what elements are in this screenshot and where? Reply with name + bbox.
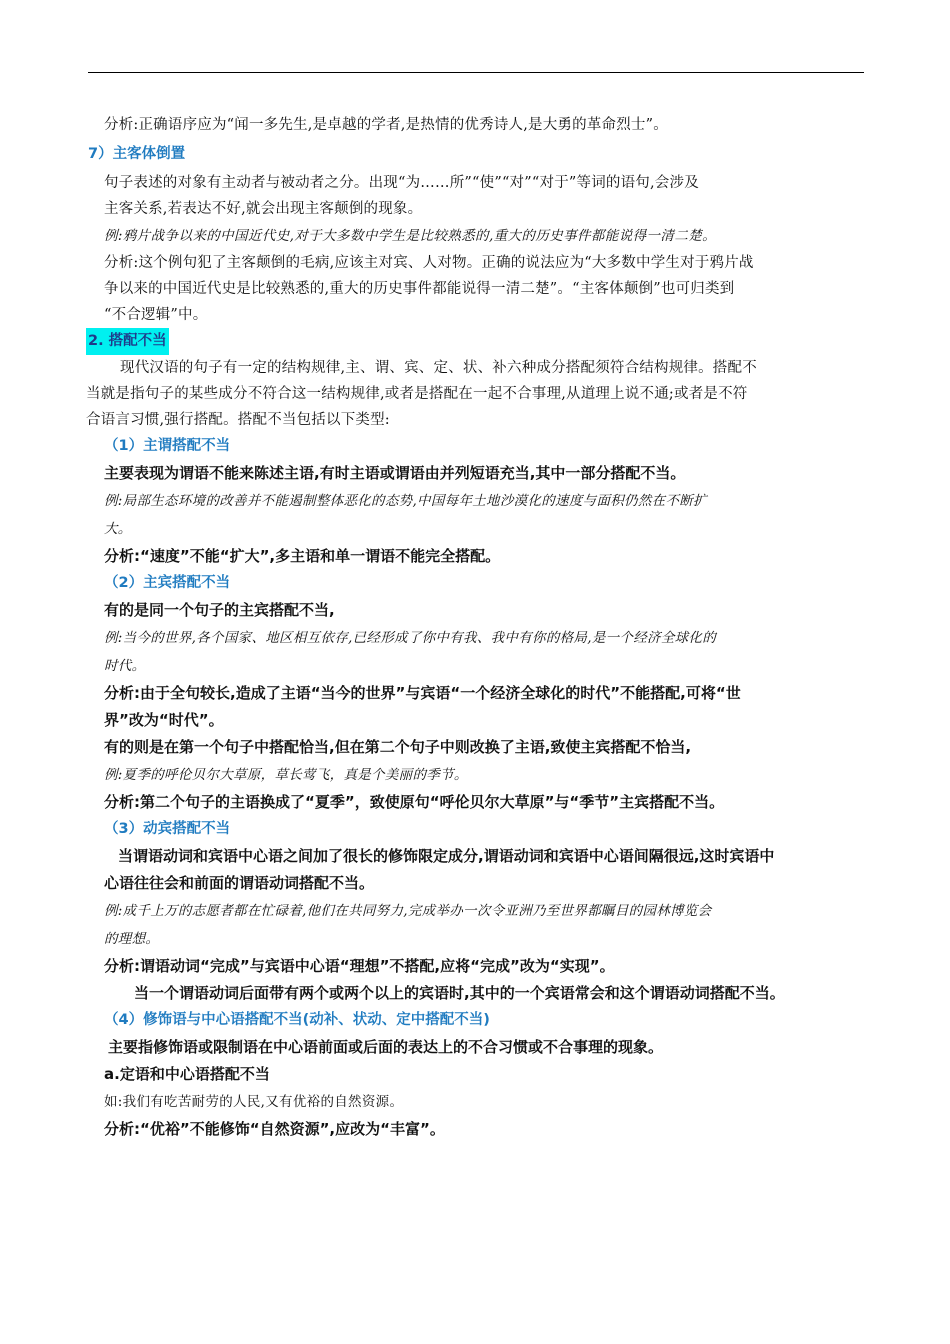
example-globalization-b: 时代。 bbox=[104, 658, 146, 674]
heading-mismatch bbox=[88, 328, 864, 355]
desc-subject-predicate: 主要表现为谓语不能来陈述主语,有时主语或谓语由并列短语充当,其中一部分搭配不当。 bbox=[104, 464, 686, 482]
desc-verb-object-a: 当谓语动词和宾语中心语之间加了很长的修饰限定成分,谓语动词和宾语中心语间隔很远,这时宾语中 bbox=[118, 847, 775, 865]
heading-verb-object: （3）动宾搭配不当 bbox=[104, 821, 231, 837]
analysis-word-order: 分析:正确语序应为“闻一多先生,是卓越的学者,是热情的优秀诗人,是大勇的革命烈士”。 bbox=[104, 117, 668, 133]
analysis-desertification: 分析:“速度”不能“扩大”,多主语和单一谓语不能完全搭配。 bbox=[104, 547, 501, 565]
heading-mismatch-label: 2. 搭配不当 bbox=[86, 328, 169, 355]
desc-subject-object-2: 有的则是在第一个句子中搭配恰当,但在第二个句子中则改换了主语,致使主宾搭配不恰当, bbox=[104, 738, 692, 756]
header-rule bbox=[88, 72, 864, 73]
section-subject-object bbox=[104, 570, 864, 816]
analysis-globalization-a: 分析:由于全句较长,造成了主语“当今的世界”与宾语“一个经济全球化的时代”不能搭配,可将“世 bbox=[104, 684, 741, 702]
example-desertification-b: 大。 bbox=[104, 521, 132, 537]
desc-subject-object: 有的是同一个句子的主宾搭配不当, bbox=[104, 601, 335, 619]
analysis-volunteers: 分析:谓语动词“完成”与宾语中心语“理想”不搭配,应将“完成”改为“实现”。 bbox=[104, 957, 615, 975]
heading-modifier: （4）修饰语与中心语搭配不当(动补、状动、定中搭配不当) bbox=[104, 1012, 490, 1028]
analysis-resources: 分析:“优裕”不能修饰“自然资源”,应改为“丰富”。 bbox=[104, 1120, 445, 1138]
section-modifier bbox=[104, 1007, 864, 1143]
document-body bbox=[86, 112, 864, 1143]
section-verb-object bbox=[104, 816, 864, 1007]
section-subject-predicate bbox=[104, 433, 864, 570]
desc-verb-object-b: 心语往往会和前面的谓语动词搭配不当。 bbox=[104, 874, 375, 892]
desc-modifier: 主要指修饰语或限制语在中心语前面或后面的表达上的不合习惯或不合事理的现象。 bbox=[108, 1038, 664, 1056]
heading-subject-object-inversion: 7）主客体倒置 bbox=[88, 146, 186, 162]
analysis-opium-war: 分析:这个例句犯了主客颠倒的毛病,应该主对宾、人对物。正确的说法应为“大多数中学生对于鸦片战 争以来的中国近代史是比较熟悉的,重大的历史事件都能说得一清二楚”。“主客体颠倒”也可归类到 “不合逻辑”中。 bbox=[104, 255, 754, 323]
analysis-hulunbuir: 分析:第二个句子的主语换成了“夏季”，致使原句“呼伦贝尔大草原”与“季节”主宾搭配不当。 bbox=[104, 793, 725, 811]
paragraph-subject-object: 句子表述的对象有主动者与被动者之分。出现“为……所”“使”“对”“对于”等词的语句,会涉及 主客关系,若表达不好,就会出现主客颠倒的现象。 bbox=[104, 175, 699, 217]
example-resources: 如:我们有吃苦耐劳的人民,又有优裕的自然资源。 bbox=[104, 1094, 404, 1110]
example-globalization-a: 例:当今的世界,各个国家、地区相互依存,已经形成了你中有我、我中有你的格局,是一个经济全球化的 bbox=[104, 630, 717, 646]
example-volunteers-b: 的理想。 bbox=[104, 931, 160, 947]
example-opium-war: 例:鸦片战争以来的中国近代史,对于大多数中学生是比较熟悉的,重大的历史事件都能说得一清二楚。 bbox=[104, 228, 717, 244]
paragraph-mismatch-intro: 现代汉语的句子有一定的结构规律,主、谓、宾、定、状、补六种成分搭配须符合结构规律。搭配不 当就是指句子的某些成分不符合这一结构规律,或者是搭配在一起不合事理,从道理上说不通;或者是不符 合语言习惯,强行搭配。搭配不当包括以下类型: bbox=[86, 360, 757, 428]
subheading-attributive: a.定语和中心语搭配不当 bbox=[104, 1065, 270, 1083]
example-desertification-a: 例:局部生态环境的改善并不能遏制整体恶化的态势,中国每年土地沙漠化的速度与面积仍然在不断扩 bbox=[104, 493, 707, 509]
heading-subject-object: （2）主宾搭配不当 bbox=[104, 575, 231, 591]
heading-subject-predicate: （1）主谓搭配不当 bbox=[104, 438, 231, 454]
example-hulunbuir: 例:夏季的呼伦贝尔大草原，草长莺飞，真是个美丽的季节。 bbox=[104, 767, 468, 783]
note-double-object: 当一个谓语动词后面带有两个或两个以上的宾语时,其中的一个宾语常会和这个谓语动词搭配不当。 bbox=[134, 984, 785, 1002]
analysis-globalization-b: 界”改为“时代”。 bbox=[104, 711, 224, 729]
example-volunteers-a: 例:成千上万的志愿者都在忙碌着,他们在共同努力,完成举办一次令亚洲乃至世界都瞩目的园林博览会 bbox=[104, 903, 712, 919]
